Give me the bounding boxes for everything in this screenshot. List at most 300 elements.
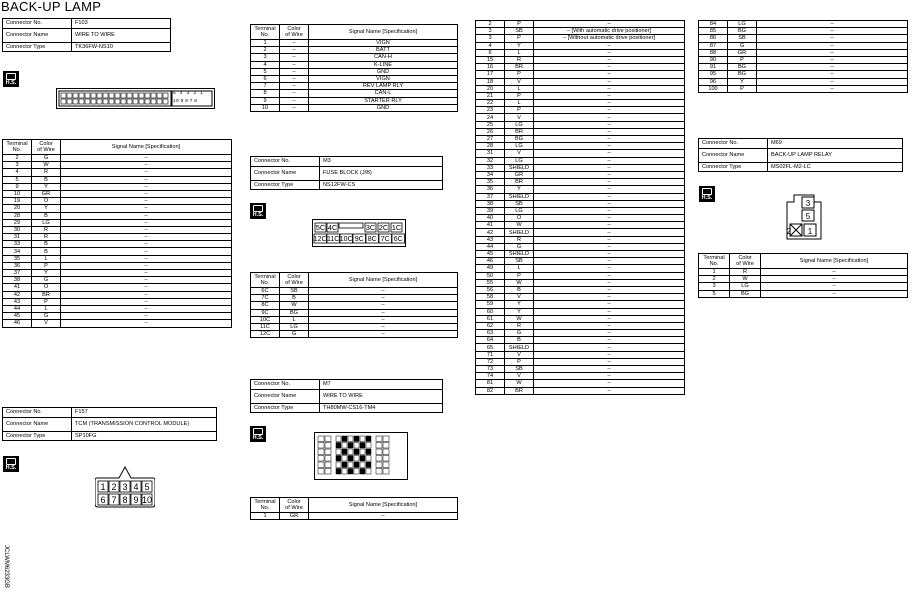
table-row bbox=[3, 241, 232, 248]
m7-pin-cavity bbox=[366, 443, 371, 449]
color-cell: LG bbox=[505, 157, 534, 164]
signal-cell: – bbox=[534, 92, 685, 99]
connector-info-m7: Connector No. M7 Connector Name WIRE TO WIRE Connector Type TH80MW-CS16-TM4 bbox=[250, 379, 443, 413]
signal-cell: – bbox=[534, 387, 685, 394]
m7-pin-cavity bbox=[354, 449, 359, 455]
color-cell: W bbox=[280, 302, 309, 309]
terminal-cell: 35 bbox=[3, 255, 32, 262]
color-cell: – bbox=[280, 83, 309, 90]
table-row bbox=[476, 200, 685, 207]
m7-pin-cavity bbox=[383, 443, 389, 449]
color-cell: V bbox=[505, 351, 534, 358]
table-row bbox=[3, 313, 232, 320]
table-row bbox=[699, 78, 908, 85]
signal-cell: – bbox=[61, 162, 232, 169]
table-row bbox=[3, 226, 232, 233]
signal-cell: – bbox=[534, 322, 685, 329]
terminal-cell: 62 bbox=[476, 322, 505, 329]
table-row bbox=[476, 272, 685, 279]
f103-pin-cavity bbox=[73, 93, 78, 98]
table-row bbox=[476, 315, 685, 322]
terminal-cell: 55 bbox=[476, 279, 505, 286]
table-row bbox=[251, 47, 458, 54]
terminal-cell: 1 bbox=[251, 40, 280, 47]
f103-pin-cavity bbox=[103, 93, 108, 98]
terminal-cell: 6 bbox=[476, 49, 505, 56]
label-connector-type: Connector Type bbox=[3, 42, 72, 52]
m7-pin-cavity bbox=[376, 436, 382, 442]
signal-cell: – bbox=[61, 270, 232, 277]
signal-cell: VIGN bbox=[309, 75, 458, 82]
terminal-cell: 38 bbox=[476, 200, 505, 207]
m7-pin-cavity bbox=[336, 449, 341, 455]
signal-cell: – bbox=[534, 265, 685, 272]
signal-cell: – bbox=[534, 351, 685, 358]
color-cell: LG bbox=[505, 121, 534, 128]
terminal-cell: 18 bbox=[476, 78, 505, 85]
table-row bbox=[476, 337, 685, 344]
table-row bbox=[3, 270, 232, 277]
m69-pin-2: 2 bbox=[786, 227, 792, 236]
color-cell: SHIELD bbox=[505, 229, 534, 236]
table-row bbox=[699, 21, 908, 28]
m7-pin-cavity bbox=[376, 443, 382, 449]
terminal-cell: 46 bbox=[3, 320, 32, 327]
terminal-cell: 36 bbox=[476, 186, 505, 193]
color-cell: R bbox=[505, 56, 534, 63]
color-cell: P bbox=[32, 298, 61, 305]
color-cell: P bbox=[505, 21, 534, 28]
signal-cell: – bbox=[61, 320, 232, 327]
hs-icon: H.S. bbox=[250, 426, 266, 442]
signal-cell: – bbox=[757, 71, 908, 78]
table-row bbox=[476, 265, 685, 272]
signal-cell: – bbox=[309, 295, 458, 302]
signal-cell: – bbox=[61, 291, 232, 298]
terminal-cell: 44 bbox=[3, 305, 32, 312]
signal-cell: – [Without automatic drive positioner] bbox=[534, 35, 685, 42]
terminal-cell: 22 bbox=[476, 100, 505, 107]
signal-cell: – bbox=[61, 241, 232, 248]
m7-pin-cavity bbox=[325, 462, 331, 468]
m3-pin-label: 9C bbox=[354, 236, 364, 243]
terminal-cell: 88 bbox=[699, 49, 728, 56]
table-row bbox=[476, 373, 685, 380]
m7-pin-cavity bbox=[325, 436, 331, 442]
color-cell: L bbox=[32, 255, 61, 262]
m7-pin-cavity bbox=[360, 456, 365, 462]
signal-cell: – bbox=[534, 308, 685, 315]
color-cell: Y bbox=[505, 301, 534, 308]
color-cell: – bbox=[280, 75, 309, 82]
value-connector-no: F157 bbox=[72, 408, 217, 418]
terminal-cell: 1 bbox=[699, 269, 730, 276]
value-connector-type: TK36FW-NS10 bbox=[72, 42, 171, 52]
signal-cell: – bbox=[534, 243, 685, 250]
color-cell: R bbox=[505, 322, 534, 329]
color-cell: Y bbox=[32, 270, 61, 277]
table-row bbox=[476, 243, 685, 250]
color-cell: BG bbox=[728, 28, 757, 35]
terminal-cell: 4 bbox=[251, 61, 280, 68]
signal-cell: BATT bbox=[309, 47, 458, 54]
m7-pin-cavity bbox=[376, 449, 382, 455]
color-cell: O bbox=[505, 215, 534, 222]
table-row bbox=[3, 291, 232, 298]
f103-pin-cavity bbox=[121, 93, 126, 98]
table-row bbox=[699, 42, 908, 49]
terminal-cell: 23 bbox=[476, 107, 505, 114]
table-row bbox=[476, 64, 685, 71]
color-cell: BG bbox=[728, 71, 757, 78]
m7-pin-cavity bbox=[376, 469, 382, 475]
terminal-cell: 24 bbox=[476, 114, 505, 121]
m7-pin-cavity bbox=[348, 456, 353, 462]
terminal-cell: 1 bbox=[251, 513, 280, 520]
signal-cell: – bbox=[61, 248, 232, 255]
terminal-cell: 46 bbox=[476, 258, 505, 265]
table-row bbox=[476, 215, 685, 222]
signal-cell: – bbox=[761, 290, 908, 297]
m69-pin-3: 3 bbox=[805, 199, 811, 208]
m69-pin-1: 1 bbox=[807, 227, 813, 236]
table-row bbox=[476, 56, 685, 63]
terminal-cell: 44 bbox=[476, 243, 505, 250]
terminal-cell: 38 bbox=[3, 277, 32, 284]
signal-cell: – bbox=[761, 269, 908, 276]
table-row bbox=[699, 49, 908, 56]
signal-cell: – bbox=[534, 215, 685, 222]
color-cell: R bbox=[505, 236, 534, 243]
table-row bbox=[3, 190, 232, 197]
terminal-cell: 26 bbox=[476, 128, 505, 135]
terminal-cell: 2 bbox=[476, 21, 505, 28]
table-row bbox=[476, 279, 685, 286]
color-cell: B bbox=[32, 241, 61, 248]
value-connector-type: SP10FG bbox=[72, 431, 217, 441]
header-signal: Signal Name [Specification] bbox=[61, 140, 232, 155]
m3-pin-label: 8C bbox=[367, 236, 377, 243]
m7-pin-cavity bbox=[366, 449, 371, 455]
f103-pin-cavity bbox=[67, 93, 72, 98]
m3-pin-label: 5C bbox=[315, 223, 326, 232]
signal-cell: – bbox=[534, 330, 685, 337]
color-cell: G bbox=[32, 313, 61, 320]
signal-cell: – bbox=[534, 337, 685, 344]
f103-pin-cavity bbox=[115, 99, 120, 104]
signal-cell: – bbox=[534, 64, 685, 71]
table-row bbox=[476, 358, 685, 365]
terminal-cell: 31 bbox=[3, 234, 32, 241]
table-row bbox=[476, 164, 685, 171]
color-cell: Y bbox=[32, 205, 61, 212]
m7-pin-cavity bbox=[348, 462, 353, 468]
terminal-cell: 39 bbox=[476, 207, 505, 214]
terminal-cell: 64 bbox=[476, 337, 505, 344]
terminal-cell: 42 bbox=[476, 229, 505, 236]
table-row bbox=[476, 71, 685, 78]
terminal-cell: 27 bbox=[476, 136, 505, 143]
table-row bbox=[476, 286, 685, 293]
value-connector-no: F103 bbox=[72, 19, 171, 29]
f103-pin-cavity bbox=[163, 93, 168, 98]
terminal-cell: 20 bbox=[476, 85, 505, 92]
color-cell: W bbox=[32, 162, 61, 169]
signal-cell: – bbox=[757, 85, 908, 92]
signal-cell: – bbox=[534, 294, 685, 301]
color-cell: SB bbox=[505, 366, 534, 373]
f157-pin-label: 5 bbox=[144, 482, 150, 492]
signal-cell: – bbox=[534, 56, 685, 63]
m3-pin-label: 12C bbox=[313, 236, 327, 243]
terminal-cell: 9C bbox=[251, 309, 280, 316]
signal-cell: – bbox=[61, 305, 232, 312]
signal-cell: – bbox=[534, 78, 685, 85]
table-row bbox=[476, 171, 685, 178]
color-cell: L bbox=[505, 49, 534, 56]
signal-cell: – bbox=[534, 272, 685, 279]
f103-pin-cavity bbox=[151, 93, 156, 98]
signal-cell: – bbox=[534, 286, 685, 293]
terminal-cell: 81 bbox=[476, 380, 505, 387]
terminal-cell: 50 bbox=[476, 272, 505, 279]
signal-cell: – bbox=[757, 42, 908, 49]
color-cell: BR bbox=[505, 128, 534, 135]
color-cell: V bbox=[505, 294, 534, 301]
color-cell: G bbox=[505, 330, 534, 337]
color-cell: – bbox=[280, 104, 309, 111]
terminal-cell: 49 bbox=[476, 265, 505, 272]
terminal-cell: 74 bbox=[476, 373, 505, 380]
signal-cell: – bbox=[61, 169, 232, 176]
m7-pin-cavity bbox=[325, 456, 331, 462]
color-cell: BR bbox=[505, 179, 534, 186]
terminal-cell: 61 bbox=[476, 315, 505, 322]
table-row bbox=[251, 54, 458, 61]
header-terminal: Terminal No. bbox=[3, 140, 32, 155]
table-row bbox=[251, 61, 458, 68]
signal-cell: – bbox=[309, 302, 458, 309]
table-row bbox=[476, 294, 685, 301]
m7-pin-cavity bbox=[325, 443, 331, 449]
m3-pin-label: 2C bbox=[378, 223, 389, 232]
color-cell: B bbox=[32, 248, 61, 255]
table-row bbox=[251, 302, 458, 309]
terminal-cell: 11C bbox=[251, 323, 280, 330]
m7-pin-cavity bbox=[354, 436, 359, 442]
f103-pin-cavity bbox=[103, 99, 108, 104]
signal-cell: – bbox=[534, 121, 685, 128]
signal-cell: – bbox=[534, 143, 685, 150]
f103-pin-cavity bbox=[139, 99, 144, 104]
table-row bbox=[699, 28, 908, 35]
terminal-cell: 33 bbox=[476, 164, 505, 171]
color-cell: B bbox=[32, 212, 61, 219]
f103-pin-cavity bbox=[109, 93, 114, 98]
color-cell: Y bbox=[505, 42, 534, 49]
color-cell: BR bbox=[505, 387, 534, 394]
signal-cell: – bbox=[61, 198, 232, 205]
terminal-cell: 63 bbox=[476, 330, 505, 337]
m7-pin-cavity bbox=[348, 436, 353, 442]
color-cell: P bbox=[505, 272, 534, 279]
signal-cell: VIGN bbox=[309, 40, 458, 47]
table-row bbox=[3, 198, 232, 205]
terminal-cell: 3 bbox=[3, 162, 32, 169]
m7-pin-cavity bbox=[354, 456, 359, 462]
table-row bbox=[476, 179, 685, 186]
terminal-cell: 45 bbox=[476, 251, 505, 258]
terminal-cell: 45 bbox=[3, 313, 32, 320]
m3-connector-face bbox=[312, 219, 406, 247]
signal-cell: – bbox=[757, 49, 908, 56]
signal-cell: – bbox=[534, 258, 685, 265]
signal-cell: – bbox=[534, 301, 685, 308]
color-cell: O bbox=[32, 284, 61, 291]
signal-cell: – bbox=[534, 85, 685, 92]
color-cell: L bbox=[280, 316, 309, 323]
terminal-cell: 9 bbox=[3, 183, 32, 190]
table-row bbox=[476, 78, 685, 85]
terminal-cell: 82 bbox=[476, 387, 505, 394]
terminal-cell: 41 bbox=[3, 284, 32, 291]
signal-cell: – bbox=[61, 190, 232, 197]
table-row bbox=[3, 234, 232, 241]
terminal-cell: 34 bbox=[3, 248, 32, 255]
terminal-cell: 29 bbox=[3, 219, 32, 226]
f103-face-right-top: 5 4 3 2 1 bbox=[173, 91, 205, 96]
color-cell: SHIELD bbox=[505, 344, 534, 351]
hs-icon: H.S. bbox=[3, 456, 19, 472]
color-cell: BG bbox=[280, 309, 309, 316]
signal-cell: – bbox=[61, 226, 232, 233]
m7-pin-cavity bbox=[366, 462, 371, 468]
terminal-cell: 37 bbox=[476, 193, 505, 200]
signal-cell: – bbox=[757, 35, 908, 42]
signal-cell: – bbox=[534, 136, 685, 143]
m7-pin-cavity bbox=[342, 449, 347, 455]
color-cell: W bbox=[505, 380, 534, 387]
table-row bbox=[251, 323, 458, 330]
f103-pin-cavity bbox=[91, 99, 96, 104]
signal-cell: – bbox=[534, 100, 685, 107]
color-cell: R bbox=[32, 226, 61, 233]
terminal-cell: 42 bbox=[3, 291, 32, 298]
f157-pin-label: 4 bbox=[133, 482, 139, 492]
m7-pin-cavity bbox=[325, 469, 331, 475]
signal-cell: – bbox=[534, 200, 685, 207]
f103-pin-cavity bbox=[73, 99, 78, 104]
label-connector-name: Connector Name bbox=[3, 28, 72, 42]
signal-cell: – bbox=[534, 71, 685, 78]
color-cell: – bbox=[280, 40, 309, 47]
color-cell: – bbox=[280, 54, 309, 61]
m7-pin-cavity bbox=[318, 469, 324, 475]
terminal-cell: 65 bbox=[476, 344, 505, 351]
m7-pin-cavity bbox=[376, 462, 382, 468]
color-cell: G bbox=[505, 243, 534, 250]
m7-pin-cavity bbox=[336, 436, 341, 442]
terminal-cell: 59 bbox=[476, 301, 505, 308]
signal-cell: – bbox=[534, 229, 685, 236]
table-row bbox=[476, 229, 685, 236]
color-cell: G bbox=[728, 42, 757, 49]
color-cell: SB bbox=[280, 288, 309, 295]
color-cell: P bbox=[32, 262, 61, 269]
signal-cell: – bbox=[534, 344, 685, 351]
m7-pin-cavity bbox=[354, 443, 359, 449]
f103-pin-cavity bbox=[67, 99, 72, 104]
m7-pin-cavity bbox=[318, 456, 324, 462]
signal-cell: – bbox=[61, 155, 232, 162]
terminal-cell: 37 bbox=[3, 270, 32, 277]
m7-pin-cavity bbox=[360, 443, 365, 449]
terminal-cell: 3 bbox=[699, 283, 730, 290]
m7-pin-cavity bbox=[354, 469, 359, 475]
m7-pin-cavity bbox=[336, 469, 341, 475]
terminal-cell: 86 bbox=[699, 35, 728, 42]
color-cell: – bbox=[280, 61, 309, 68]
m7-pin-cavity bbox=[348, 469, 353, 475]
table-row bbox=[3, 212, 232, 219]
f103-pin-cavity bbox=[157, 93, 162, 98]
terminal-cell: 91 bbox=[699, 64, 728, 71]
signal-cell: – bbox=[534, 222, 685, 229]
value-connector-name: TCM (TRANSMISSION CONTROL MODULE) bbox=[72, 417, 217, 431]
f103-pin-cavity bbox=[121, 99, 126, 104]
color-cell: R bbox=[730, 269, 761, 276]
signal-cell: – bbox=[61, 255, 232, 262]
color-cell: P bbox=[728, 85, 757, 92]
table-row bbox=[476, 258, 685, 265]
table-row bbox=[476, 28, 685, 35]
table-row bbox=[3, 284, 232, 291]
terminal-cell: 84 bbox=[699, 21, 728, 28]
f103-pin-cavity bbox=[85, 93, 90, 98]
signal-cell: GND bbox=[309, 68, 458, 75]
f103-pin-cavity bbox=[145, 93, 150, 98]
terminal-cell: 21 bbox=[476, 92, 505, 99]
f157-pin-label: 6 bbox=[100, 495, 106, 505]
terminal-cell: 100 bbox=[699, 85, 728, 92]
terminal-cell: 60 bbox=[476, 308, 505, 315]
table-row bbox=[699, 85, 908, 92]
m3-pin-label: 11C bbox=[327, 236, 340, 243]
signal-cell: – bbox=[534, 150, 685, 157]
m7-pin-cavity bbox=[354, 462, 359, 468]
color-cell: O bbox=[32, 198, 61, 205]
terminal-cell: 8C bbox=[251, 302, 280, 309]
terminal-cell: 32 bbox=[476, 157, 505, 164]
color-cell: SB bbox=[505, 258, 534, 265]
table-row bbox=[3, 305, 232, 312]
m3-pin-box bbox=[339, 223, 363, 228]
terminal-cell: 8 bbox=[251, 90, 280, 97]
m7-pin-cavity bbox=[342, 443, 347, 449]
color-cell: SB bbox=[505, 28, 534, 35]
signal-cell: – bbox=[309, 316, 458, 323]
terminal-cell: 7C bbox=[251, 295, 280, 302]
m7-pin-cavity bbox=[342, 462, 347, 468]
color-cell: SHIELD bbox=[505, 193, 534, 200]
hs-icon bbox=[3, 71, 19, 87]
f103-pin-cavity bbox=[163, 99, 168, 104]
table-row bbox=[3, 219, 232, 226]
terminal-table-m7-continued bbox=[475, 20, 685, 395]
table-row bbox=[699, 71, 908, 78]
f157-pin-label: 7 bbox=[111, 495, 117, 505]
color-cell: P bbox=[505, 35, 534, 42]
